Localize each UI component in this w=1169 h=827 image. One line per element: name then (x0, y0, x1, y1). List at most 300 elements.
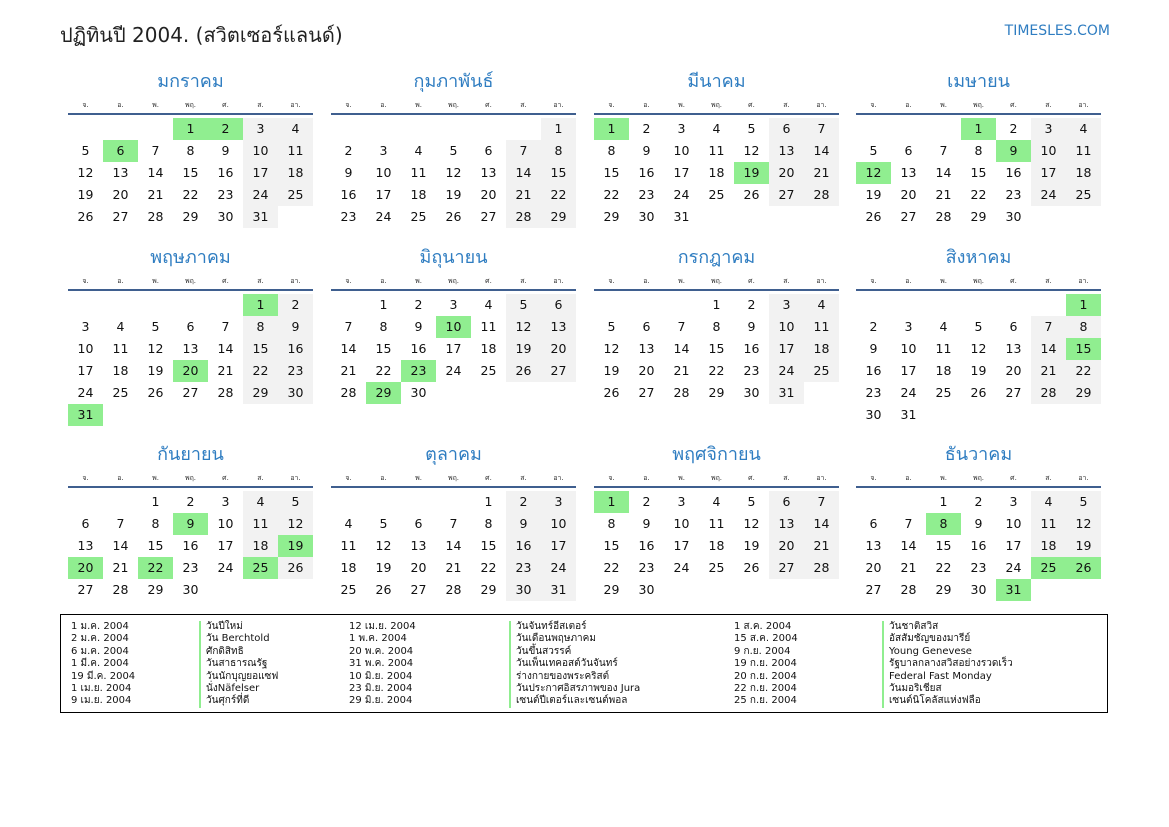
weekday-label: พฤ. (184, 277, 197, 285)
weekday-label: อ. (117, 101, 124, 109)
day-cell: 9 (414, 319, 423, 334)
day-grid (856, 491, 1101, 601)
day-cell: 5 (379, 516, 388, 531)
month-rule (856, 486, 1101, 488)
day-cell: 10 (217, 516, 234, 531)
brand-link[interactable]: TIMESLES.COM (1004, 23, 1110, 39)
weekday-label: พ. (152, 101, 159, 109)
month-name: กุมภาพันธ์ (413, 71, 494, 92)
empty-cell (68, 294, 103, 316)
page-title: ปฏิทินปี 2004. (สวิตเซอร์แลนด์) (60, 23, 343, 47)
weekday-label: จ. (345, 101, 352, 109)
empty-cell (173, 294, 208, 316)
empty-cell (331, 491, 366, 513)
legend-date: 1 มี.ค. 2004 (71, 658, 129, 670)
weekday-label: พ. (678, 101, 685, 109)
day-cell: 22 (603, 560, 620, 575)
holiday-day-cell: 31 (996, 579, 1031, 601)
legend-holiday-name: วันเดือนพฤษภาคม (509, 633, 640, 645)
legend-holiday-name: เซนต์นิโคลัสแห่งฟลือ (882, 695, 1013, 707)
day-cell: 4 (1031, 491, 1066, 513)
day-cell: 19 (77, 187, 94, 202)
day-cell: 24 (769, 360, 804, 382)
day-cell: 11 (708, 143, 725, 158)
day-cell: 3 (677, 121, 686, 136)
day-cell: 6 (769, 491, 804, 513)
weekday-label: อ. (643, 101, 650, 109)
day-cell: 15 (708, 341, 725, 356)
legend-holiday-name: วันชาติสวิส (882, 621, 1013, 633)
weekday-label: ส. (783, 277, 790, 285)
day-cell: 25 (340, 582, 357, 597)
day-cell: 15 (970, 165, 987, 180)
weekday-label: จ. (608, 474, 615, 482)
weekday-label: จ. (608, 101, 615, 109)
month-rule (856, 113, 1101, 115)
weekday-label: จ. (82, 101, 89, 109)
day-cell: 29 (970, 209, 987, 224)
empty-cell (138, 118, 173, 140)
day-cell: 10 (1005, 516, 1022, 531)
day-cell: 21 (147, 187, 164, 202)
day-cell: 18 (278, 162, 313, 184)
day-cell: 11 (340, 538, 357, 553)
day-cell: 12 (743, 143, 760, 158)
month-block (331, 443, 576, 601)
weekday-label: พฤ. (972, 101, 985, 109)
weekday-label: อา. (1078, 101, 1089, 109)
day-cell: 18 (935, 363, 952, 378)
day-cell: 30 (638, 209, 655, 224)
day-cell: 22 (182, 187, 199, 202)
day-cell: 27 (480, 209, 497, 224)
legend-date: 22 ก.ย. 2004 (734, 682, 797, 694)
day-cell: 17 (375, 187, 392, 202)
legend-date: 9 เม.ย. 2004 (71, 695, 132, 707)
day-cell: 16 (410, 341, 427, 356)
day-cell: 6 (869, 516, 878, 531)
day-cell: 21 (445, 560, 462, 575)
month-rule (594, 289, 839, 291)
day-cell: 1 (712, 297, 721, 312)
day-cell: 14 (673, 341, 690, 356)
day-cell: 15 (147, 538, 164, 553)
weekday-label: ศ. (222, 474, 229, 482)
day-cell: 24 (217, 560, 234, 575)
empty-cell (436, 118, 471, 140)
legend-holiday-name: วัน Berchtold (199, 633, 278, 645)
day-cell: 18 (708, 165, 725, 180)
day-cell: 4 (278, 118, 313, 140)
weekday-label: อ. (380, 101, 387, 109)
month-rule (68, 486, 313, 488)
day-cell: 14 (804, 140, 839, 162)
day-grid (68, 491, 313, 601)
weekday-label: ศ. (485, 101, 492, 109)
day-cell: 23 (217, 187, 234, 202)
day-cell: 18 (112, 363, 129, 378)
day-cell: 22 (935, 560, 952, 575)
day-cell: 23 (638, 187, 655, 202)
day-cell: 1 (541, 118, 576, 140)
legend-holiday-name: วันนักบุญยอแซฟ (199, 671, 278, 683)
day-cell: 30 (865, 407, 882, 422)
day-cell: 22 (480, 560, 497, 575)
day-cell: 28 (147, 209, 164, 224)
day-cell: 7 (449, 516, 458, 531)
day-cell: 7 (116, 516, 125, 531)
day-cell: 30 (410, 385, 427, 400)
weekday-label: อ. (905, 474, 912, 482)
day-cell: 21 (340, 363, 357, 378)
day-cell: 25 (278, 184, 313, 206)
day-cell: 8 (974, 143, 983, 158)
day-cell: 11 (410, 165, 427, 180)
legend-date: 23 มิ.ย. 2004 (349, 682, 413, 694)
day-cell: 2 (414, 297, 423, 312)
day-cell: 5 (747, 121, 756, 136)
month-name: มีนาคม (687, 71, 746, 92)
holiday-day-cell: 2 (208, 118, 243, 140)
day-grid (68, 118, 313, 228)
legend-holiday-name: วันประกาศอิสรภาพของ Jura (509, 683, 640, 695)
weekday-label: พ. (152, 277, 159, 285)
day-cell: 3 (541, 491, 576, 513)
month-rule (331, 486, 576, 488)
weekday-label: ศ. (222, 101, 229, 109)
month-name: กรกฎาคม (677, 247, 756, 268)
day-cell: 20 (769, 535, 804, 557)
day-cell: 3 (1031, 118, 1066, 140)
weekday-header (856, 275, 1101, 287)
day-cell: 13 (182, 341, 199, 356)
legend-holiday-name: เซนต์ปีเตอร์และเซนต์พอล (509, 695, 640, 707)
day-grid (594, 491, 839, 601)
month-block (331, 246, 576, 404)
day-cell: 3 (243, 118, 278, 140)
weekday-label: พ. (152, 474, 159, 482)
day-cell: 26 (506, 360, 541, 382)
day-cell: 7 (1031, 316, 1066, 338)
month-block (594, 246, 839, 404)
weekday-label: จ. (82, 277, 89, 285)
day-cell: 2 (869, 319, 878, 334)
empty-cell (208, 294, 243, 316)
day-cell: 28 (1031, 382, 1066, 404)
day-cell: 12 (278, 513, 313, 535)
weekday-label: อา. (290, 101, 301, 109)
empty-cell (436, 491, 471, 513)
day-cell: 27 (769, 557, 804, 579)
day-cell: 7 (904, 516, 913, 531)
day-cell: 15 (375, 341, 392, 356)
day-cell: 23 (865, 385, 882, 400)
day-cell: 14 (147, 165, 164, 180)
day-cell: 27 (77, 582, 94, 597)
day-cell: 28 (900, 582, 917, 597)
day-cell: 16 (506, 535, 541, 557)
day-cell: 8 (712, 319, 721, 334)
day-cell: 27 (112, 209, 129, 224)
day-cell: 9 (747, 319, 756, 334)
weekday-label: อา. (816, 277, 827, 285)
day-cell: 5 (747, 494, 756, 509)
weekday-header (594, 275, 839, 287)
day-cell: 7 (804, 491, 839, 513)
holiday-day-cell: 1 (594, 118, 629, 140)
day-cell: 14 (445, 538, 462, 553)
legend-holiday-name: วันมอริเชียส (882, 683, 1013, 695)
legend-date: 2 ม.ค. 2004 (71, 633, 129, 645)
legend-holiday-name: วันจันทร์อีสเตอร์ (509, 621, 640, 633)
legend-date: 9 ก.ย. 2004 (734, 645, 791, 657)
day-cell: 19 (445, 187, 462, 202)
day-cell: 14 (804, 513, 839, 535)
weekday-label: พฤ. (972, 277, 985, 285)
weekday-label: จ. (608, 277, 615, 285)
day-cell: 14 (506, 162, 541, 184)
day-cell: 30 (743, 385, 760, 400)
day-cell: 18 (1031, 535, 1066, 557)
weekday-label: อ. (643, 474, 650, 482)
weekday-label: จ. (870, 474, 877, 482)
day-cell: 15 (603, 538, 620, 553)
day-cell: 6 (484, 143, 493, 158)
legend-holiday-name: อัสสัมชัญของมารีย์ (882, 633, 1013, 645)
day-cell: 5 (278, 491, 313, 513)
empty-cell (366, 491, 401, 513)
day-grid (594, 118, 839, 228)
holiday-day-cell: 31 (68, 404, 103, 426)
day-cell: 22 (243, 360, 278, 382)
holiday-day-cell: 6 (103, 140, 138, 162)
day-cell: 27 (1005, 385, 1022, 400)
day-cell: 17 (900, 363, 917, 378)
day-cell: 4 (414, 143, 423, 158)
weekday-label: ศ. (748, 277, 755, 285)
weekday-label: พ. (940, 277, 947, 285)
legend-holiday-name: วันเพ็นเทคอสต์วันจันทร์ (509, 658, 640, 670)
day-cell: 6 (414, 516, 423, 531)
day-cell: 13 (769, 513, 804, 535)
day-cell: 27 (900, 209, 917, 224)
empty-cell (629, 294, 664, 316)
day-cell: 19 (147, 363, 164, 378)
legend-date: 19 ก.ย. 2004 (734, 658, 797, 670)
day-cell: 29 (1066, 382, 1101, 404)
empty-cell (331, 294, 366, 316)
day-cell: 24 (77, 385, 94, 400)
month-name: สิงหาคม (945, 247, 1012, 268)
weekday-label: อ. (380, 277, 387, 285)
day-cell: 22 (603, 187, 620, 202)
day-cell: 8 (243, 316, 278, 338)
weekday-label: จ. (345, 277, 352, 285)
empty-cell (926, 294, 961, 316)
empty-cell (926, 118, 961, 140)
day-cell: 28 (112, 582, 129, 597)
day-cell: 4 (116, 319, 125, 334)
day-cell: 30 (638, 582, 655, 597)
day-cell: 22 (708, 363, 725, 378)
day-cell: 12 (506, 316, 541, 338)
day-cell: 28 (506, 206, 541, 228)
day-cell: 17 (769, 338, 804, 360)
holiday-day-cell: 1 (594, 491, 629, 513)
day-cell: 11 (112, 341, 129, 356)
day-grid (331, 118, 576, 228)
day-cell: 13 (769, 140, 804, 162)
day-cell: 15 (243, 338, 278, 360)
month-name: มิถุนายน (419, 247, 488, 268)
holiday-day-cell: 1 (961, 118, 996, 140)
weekday-label: อา. (553, 474, 564, 482)
day-cell: 14 (935, 165, 952, 180)
day-cell: 20 (480, 187, 497, 202)
day-cell: 8 (186, 143, 195, 158)
day-cell: 17 (673, 538, 690, 553)
day-cell: 17 (1005, 538, 1022, 553)
empty-cell (506, 118, 541, 140)
holiday-day-cell: 1 (1066, 294, 1101, 316)
legend-holiday-name: Federal Fast Monday (882, 671, 1013, 683)
legend-holiday-name: นั่งNäfelser (199, 683, 278, 695)
holiday-day-cell: 9 (996, 140, 1031, 162)
day-cell: 7 (506, 140, 541, 162)
day-cell: 24 (673, 560, 690, 575)
day-cell: 18 (480, 341, 497, 356)
day-cell: 9 (506, 513, 541, 535)
weekday-label: อา. (553, 277, 564, 285)
day-cell: 20 (541, 338, 576, 360)
legend-date: 20 ก.ย. 2004 (734, 670, 797, 682)
day-cell: 13 (112, 165, 129, 180)
month-rule (68, 113, 313, 115)
legend-date: 1 เม.ย. 2004 (71, 682, 132, 694)
day-cell: 31 (900, 407, 917, 422)
month-name: ธันวาคม (944, 444, 1013, 465)
day-cell: 15 (480, 538, 497, 553)
weekday-label: พฤ. (710, 277, 723, 285)
holiday-day-cell: 20 (68, 557, 103, 579)
day-cell: 5 (151, 319, 160, 334)
month-name: ตุลาคม (425, 444, 482, 465)
month-block (68, 70, 313, 228)
day-cell: 20 (1005, 363, 1022, 378)
day-cell: 10 (769, 316, 804, 338)
day-cell: 29 (708, 385, 725, 400)
month-rule (856, 289, 1101, 291)
month-rule (331, 113, 576, 115)
day-cell: 25 (935, 385, 952, 400)
weekday-label: อา. (553, 101, 564, 109)
day-cell: 14 (1031, 338, 1066, 360)
day-cell: 16 (743, 341, 760, 356)
day-cell: 27 (410, 582, 427, 597)
day-cell: 27 (182, 385, 199, 400)
day-cell: 24 (1031, 184, 1066, 206)
day-cell: 20 (865, 560, 882, 575)
month-rule (594, 113, 839, 115)
day-cell: 1 (939, 494, 948, 509)
weekday-label: พ. (415, 101, 422, 109)
weekday-label: ส. (257, 101, 264, 109)
day-cell: 26 (77, 209, 94, 224)
weekday-label: พฤ. (710, 474, 723, 482)
day-grid (68, 294, 313, 426)
weekday-label: อ. (905, 101, 912, 109)
day-cell: 15 (541, 162, 576, 184)
empty-cell (103, 491, 138, 513)
day-cell: 13 (541, 316, 576, 338)
day-cell: 14 (112, 538, 129, 553)
weekday-label: ส. (520, 474, 527, 482)
day-cell: 11 (804, 316, 839, 338)
day-cell: 26 (743, 560, 760, 575)
day-cell: 20 (112, 187, 129, 202)
empty-cell (401, 118, 436, 140)
holiday-day-cell: 1 (243, 294, 278, 316)
day-cell: 28 (804, 184, 839, 206)
day-cell: 1 (484, 494, 493, 509)
day-cell: 3 (904, 319, 913, 334)
weekday-label: ศ. (1010, 474, 1017, 482)
day-cell: 13 (410, 538, 427, 553)
weekday-label: พฤ. (447, 101, 460, 109)
day-cell: 27 (769, 184, 804, 206)
day-cell: 2 (344, 143, 353, 158)
day-cell: 12 (375, 538, 392, 553)
legend-holiday-name: ศักดิสิทธิ (199, 646, 278, 658)
weekday-label: พฤ. (184, 474, 197, 482)
day-cell: 18 (804, 338, 839, 360)
day-cell: 21 (1031, 360, 1066, 382)
day-cell: 5 (974, 319, 983, 334)
day-cell: 25 (410, 209, 427, 224)
empty-cell (856, 118, 891, 140)
day-cell: 29 (603, 209, 620, 224)
day-cell: 13 (900, 165, 917, 180)
day-cell: 9 (278, 316, 313, 338)
weekday-header (856, 99, 1101, 111)
day-cell: 7 (151, 143, 160, 158)
day-cell: 31 (673, 209, 690, 224)
weekday-label: พฤ. (184, 101, 197, 109)
weekday-label: อา. (1078, 277, 1089, 285)
weekday-label: อ. (117, 277, 124, 285)
day-cell: 10 (1031, 140, 1066, 162)
day-cell: 3 (449, 297, 458, 312)
day-cell: 22 (970, 187, 987, 202)
day-cell: 22 (375, 363, 392, 378)
day-cell: 12 (147, 341, 164, 356)
weekday-label: ศ. (748, 474, 755, 482)
day-cell: 2 (506, 491, 541, 513)
day-cell: 13 (480, 165, 497, 180)
day-cell: 26 (970, 385, 987, 400)
day-cell: 24 (1005, 560, 1022, 575)
month-name: พฤษภาคม (150, 247, 231, 268)
holiday-day-cell: 12 (856, 162, 891, 184)
day-cell: 16 (865, 363, 882, 378)
weekday-label: อ. (905, 277, 912, 285)
day-cell: 29 (182, 209, 199, 224)
weekday-label: ศ. (222, 277, 229, 285)
weekday-header (68, 275, 313, 287)
weekday-label: อา. (290, 474, 301, 482)
day-cell: 19 (603, 363, 620, 378)
weekday-header (68, 472, 313, 484)
